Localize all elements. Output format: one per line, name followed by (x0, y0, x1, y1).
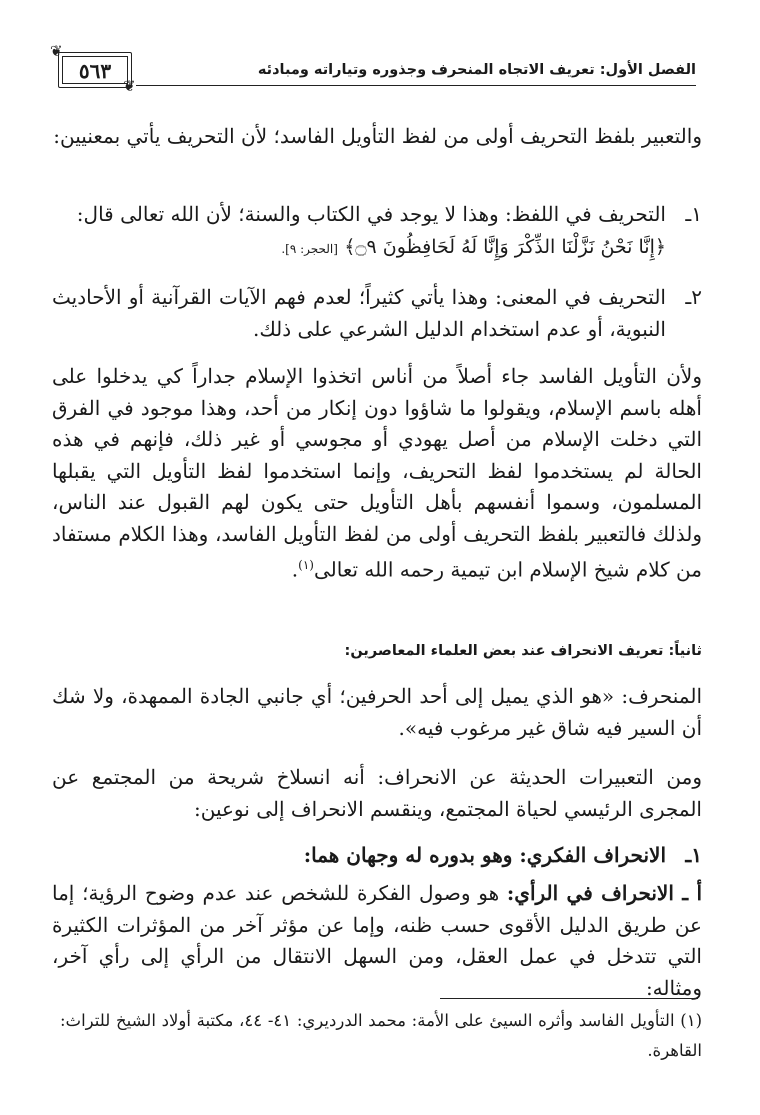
list-item-text: التحريف في المعنى: وهذا يأتي كثيراً؛ لعدم فهم الآيات القرآنية أو الأحاديث النبوية، أو عدم استخدام الدليل الشرعي على ذلك. (52, 285, 666, 341)
subsection-label: أ ـ الانحراف في الرأي: (506, 881, 702, 905)
chapter-title: الفصل الأول: تعريف الاتجاه المنحرف وجذوره وتياراته ومبادئه (257, 62, 696, 78)
modern-definition-text: ومن التعبيرات الحديثة عن الانحراف: أنه انسلاخ شريحة من المجتمع عن المجرى الرئيسي لحياة المجتمع، وينقسم الانحراف إلى نوعين: (52, 765, 702, 821)
list-item-intellectual-deviation (52, 840, 702, 872)
page-number-box (50, 42, 136, 95)
subsection-text: هو وصول الفكرة للشخص عند عدم وضوح الرؤية؛ إما عن طريق الدليل الأقوى حسب ظنه، وإما عن مؤثر آخر من المؤثرات الكثيرة التي تتدخل في عمل العقل، ومن السهل الانتقال من الرأي إلى رأي آخر، ومثاله: (52, 881, 702, 1000)
corner-ornament-icon: ❦ (50, 42, 63, 60)
definition-paragraph (52, 681, 702, 744)
opinion-deviation-paragraph (52, 878, 702, 1004)
list-item-meaning-distortion (52, 282, 702, 345)
list-item-wording-distortion (52, 199, 702, 265)
intro-paragraph (52, 121, 702, 153)
footnote: (١) التأويل الفاسد وأثره السيئ على الأمة: محمد الدرديري: ٤١- ٤٤، مكتبة أولاد الشيخ للتراث: القاهرة. (60, 1011, 702, 1060)
intro-text: والتعبير بلفظ التحريف أولى من لفظ التأويل الفاسد؛ لأن التحريف يأتي بمعنيين: (53, 124, 702, 148)
corner-ornament-icon: ❦ (123, 77, 136, 95)
footnote-reference: (١) (298, 558, 314, 572)
list-item-text: التحريف في اللفظ: وهذا لا يوجد في الكتاب والسنة؛ لأن الله تعالى قال: (76, 202, 666, 226)
modern-definition-paragraph (52, 762, 702, 825)
page-number: ٥٦٣ (78, 59, 112, 83)
header-divider (136, 85, 696, 86)
list-item-number: ١ـ (685, 202, 702, 226)
section-heading: ثانياً: تعريف الانحراف عند بعض العلماء المعاصرين: (344, 643, 702, 659)
footnote-divider (440, 998, 698, 999)
list-item-number: ١ـ (685, 843, 702, 867)
list-item-text: الانحراف الفكري: وهو بدوره له وجهان هما: (303, 843, 666, 867)
origin-text-end: . (291, 557, 299, 582)
definition-text: المنحرف: «هو الذي يميل إلى أحد الحرفين؛ أي جانبي الجادة الممهدة، ولا شك أن السير فيه شاق غير مرغوب فيه». (52, 684, 702, 740)
list-item-body (52, 199, 666, 265)
verse-citation: [الحجر: ٩]. (281, 241, 338, 256)
quran-verse: ﴿إِنَّا نَحْنُ نَزَّلْنَا الذِّكْرَ وَإِنَّا لَهُ لَحَافِظُونَ ۝٩﴾ (344, 235, 666, 258)
origin-paragraph (52, 361, 702, 586)
running-header (50, 42, 696, 95)
list-item-number: ٢ـ (685, 285, 702, 309)
origin-text: ولأن التأويل الفاسد جاء أصلاً من أناس اتخذوا الإسلام جداراً كي يدخلوا على أهله باسم الإسلام، ويقولوا ما شاؤوا دون إنكار من أحد، وهذا موجود في الفرق التي دخلت الإسلام من أصل يهودي أو مجوسي أو غير ذلك، فإنهم في هذه الحالة لم يستخدموا لفظ التحريف، وإنما استخدموا لفظ التأويل التي يقبلها المسلمون، وسموا أنفسهم بأهل التأويل حتى يكون لهم القبول عند الناس، ولذلك فالتعبير بلفظ التحريف أولى من لفظ التأويل الفاسد، وهذا الكلام مستفاد من كلام شيخ الإسلام ابن تيمية رحمه الله تعالى (52, 364, 702, 582)
